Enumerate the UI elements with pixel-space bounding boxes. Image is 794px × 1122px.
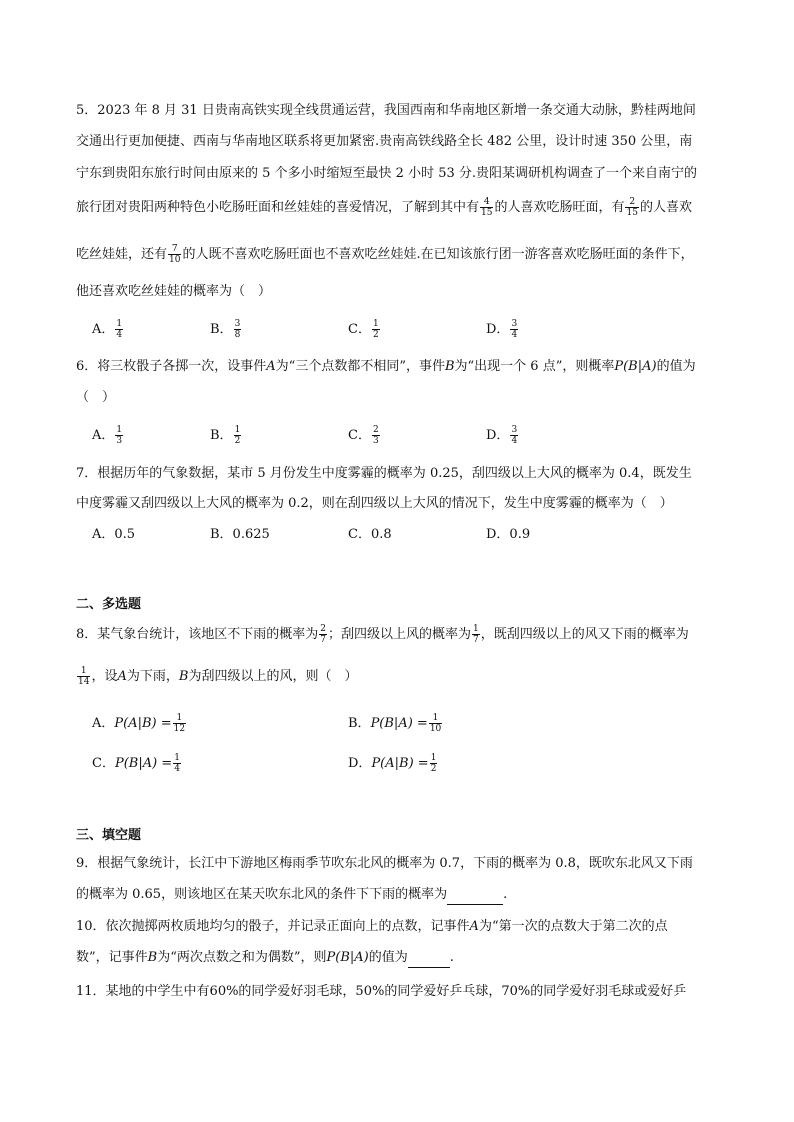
section-heading-multiple-choice: 二、多选题: [76, 597, 142, 612]
q9-line-2: 的概率为 0.65，则该地区在某天吹东北风的条件下下雨的概率为 .: [76, 885, 507, 905]
option-d[interactable]: D．P(A|B) = $\frac{1}{2}$: [348, 753, 437, 774]
q7-options: [92, 523, 712, 547]
option-b[interactable]: B． $\frac{3}{8}$: [210, 319, 241, 340]
option-d[interactable]: D．0.9: [486, 527, 531, 542]
q5-line-2: 交通出行更加便捷、西南与华南地区联系将更加紧密.贵南高铁线路全长 482 公里，设计时速 350 公里，南: [76, 134, 693, 149]
q8-line-2: $\frac{1}{14}$ ，设A为下雨，B为刮四级以上的风，则（ ）: [78, 666, 358, 687]
option-a[interactable]: A． $\frac{1}{3}$: [92, 425, 123, 446]
fraction: $\frac{4}{15}$: [481, 197, 493, 218]
q5-line-4: 旅行团对贵阳两种特色小吃肠旺面和丝娃娃的喜爱情况，了解到其中有 $\frac{4}{15}$ 的人喜欢吃肠旺面，有 $\frac{2}{15}$ 的人喜欢: [76, 197, 692, 218]
q5-options: [92, 318, 712, 342]
q6-line-1: 6．将三枚骰子各掷一次，设事件A为“三个点数都不相同”，事件B为“出现一个 6 点”，则概率P(B|A)的值为: [76, 359, 696, 374]
q8-options-row-2: [92, 752, 712, 776]
section-heading-fill-in: 三、填空题: [76, 828, 142, 843]
option-c[interactable]: C． $\frac{1}{2}$: [348, 319, 379, 340]
option-d[interactable]: D． $\frac{3}{4}$: [486, 425, 518, 446]
option-a[interactable]: A．0.5: [92, 527, 136, 542]
option-c[interactable]: C．0.8: [348, 527, 392, 542]
option-d[interactable]: D． $\frac{3}{4}$: [486, 319, 518, 340]
q10-line-2: 数”，记事件B为“两次点数之和为偶数”，则P(B|A)的值为 .: [76, 948, 454, 968]
q9-line-1: 9．根据气象统计，长江中下游地区梅雨季节吹东北风的概率为 0.7，下雨的概率为 0.8，既吹东北风又下雨: [76, 856, 693, 871]
option-a[interactable]: A． $\frac{1}{4}$: [92, 319, 123, 340]
answer-blank[interactable]: [408, 953, 450, 968]
q11-line-1: 11．某地的中学生中有60%的同学爱好羽毛球，50%的同学爱好乒乓球，70%的同学爱好羽毛球或爱好乒: [76, 984, 687, 999]
option-c[interactable]: C． $\frac{2}{3}$: [348, 425, 379, 446]
q8-line-1: 8．某气象台统计，该地区不下雨的概率为 $\frac{2}{7}$ ；刮四级以上风的概率为 $\frac{1}{7}$ ，既刮四级以上的风又下雨的概率为: [76, 624, 689, 645]
answer-blank[interactable]: [447, 890, 503, 905]
q5-line-6: 他还喜欢吃丝娃娃的概率为（ ）: [76, 284, 272, 299]
q6-options: [92, 424, 712, 448]
q7-line-2: 中度雾霾又刮四级以上大风的概率为 0.2，则在刮四级以上大风的情况下，发生中度雾霾的概率为（ ）: [76, 496, 673, 511]
option-c[interactable]: C．P(B|A) = $\frac{1}{4}$: [92, 753, 180, 774]
option-b[interactable]: B． $\frac{1}{2}$: [210, 425, 241, 446]
option-b[interactable]: B．0.625: [210, 527, 270, 542]
fraction: $\frac{2}{15}$: [626, 197, 638, 218]
q6-line-2: （ ）: [76, 390, 116, 405]
option-a[interactable]: A．P(A|B) = $\frac{1}{12}$: [92, 713, 186, 734]
q5-line-3: 宁东到贵阳东旅行时间由原来的 5 个多小时缩短至最快 2 小时 53 分.贵阳某调研机构调查了一个来自南宁的: [76, 166, 698, 181]
q5-line-1: 5．2023 年 8 月 31 日贵南高铁实现全线贯通运营，我国西南和华南地区新增一条交通大动脉，黔桂两地间: [76, 103, 696, 118]
option-b[interactable]: B．P(B|A) = $\frac{1}{10}$: [348, 713, 442, 734]
q5-line-5: 吃丝娃娃，还有 $\frac{7}{10}$ 的人既不喜欢吃肠旺面也不喜欢吃丝娃娃.在已知该旅行团一游客喜欢吃肠旺面的条件下，: [76, 244, 694, 265]
q7-line-1: 7．根据历年的气象数据，某市 5 月份发生中度雾霾的概率为 0.25，刮四级以上大风的概率为 0.4，既发生: [76, 466, 692, 481]
q8-options-row-1: [92, 712, 712, 736]
q10-line-1: 10．依次抛掷两枚质地均匀的骰子，并记录正面向上的点数，记事件A为“第一次的点数大于第二次的点: [76, 919, 668, 934]
fraction: $\frac{7}{10}$: [169, 244, 181, 265]
